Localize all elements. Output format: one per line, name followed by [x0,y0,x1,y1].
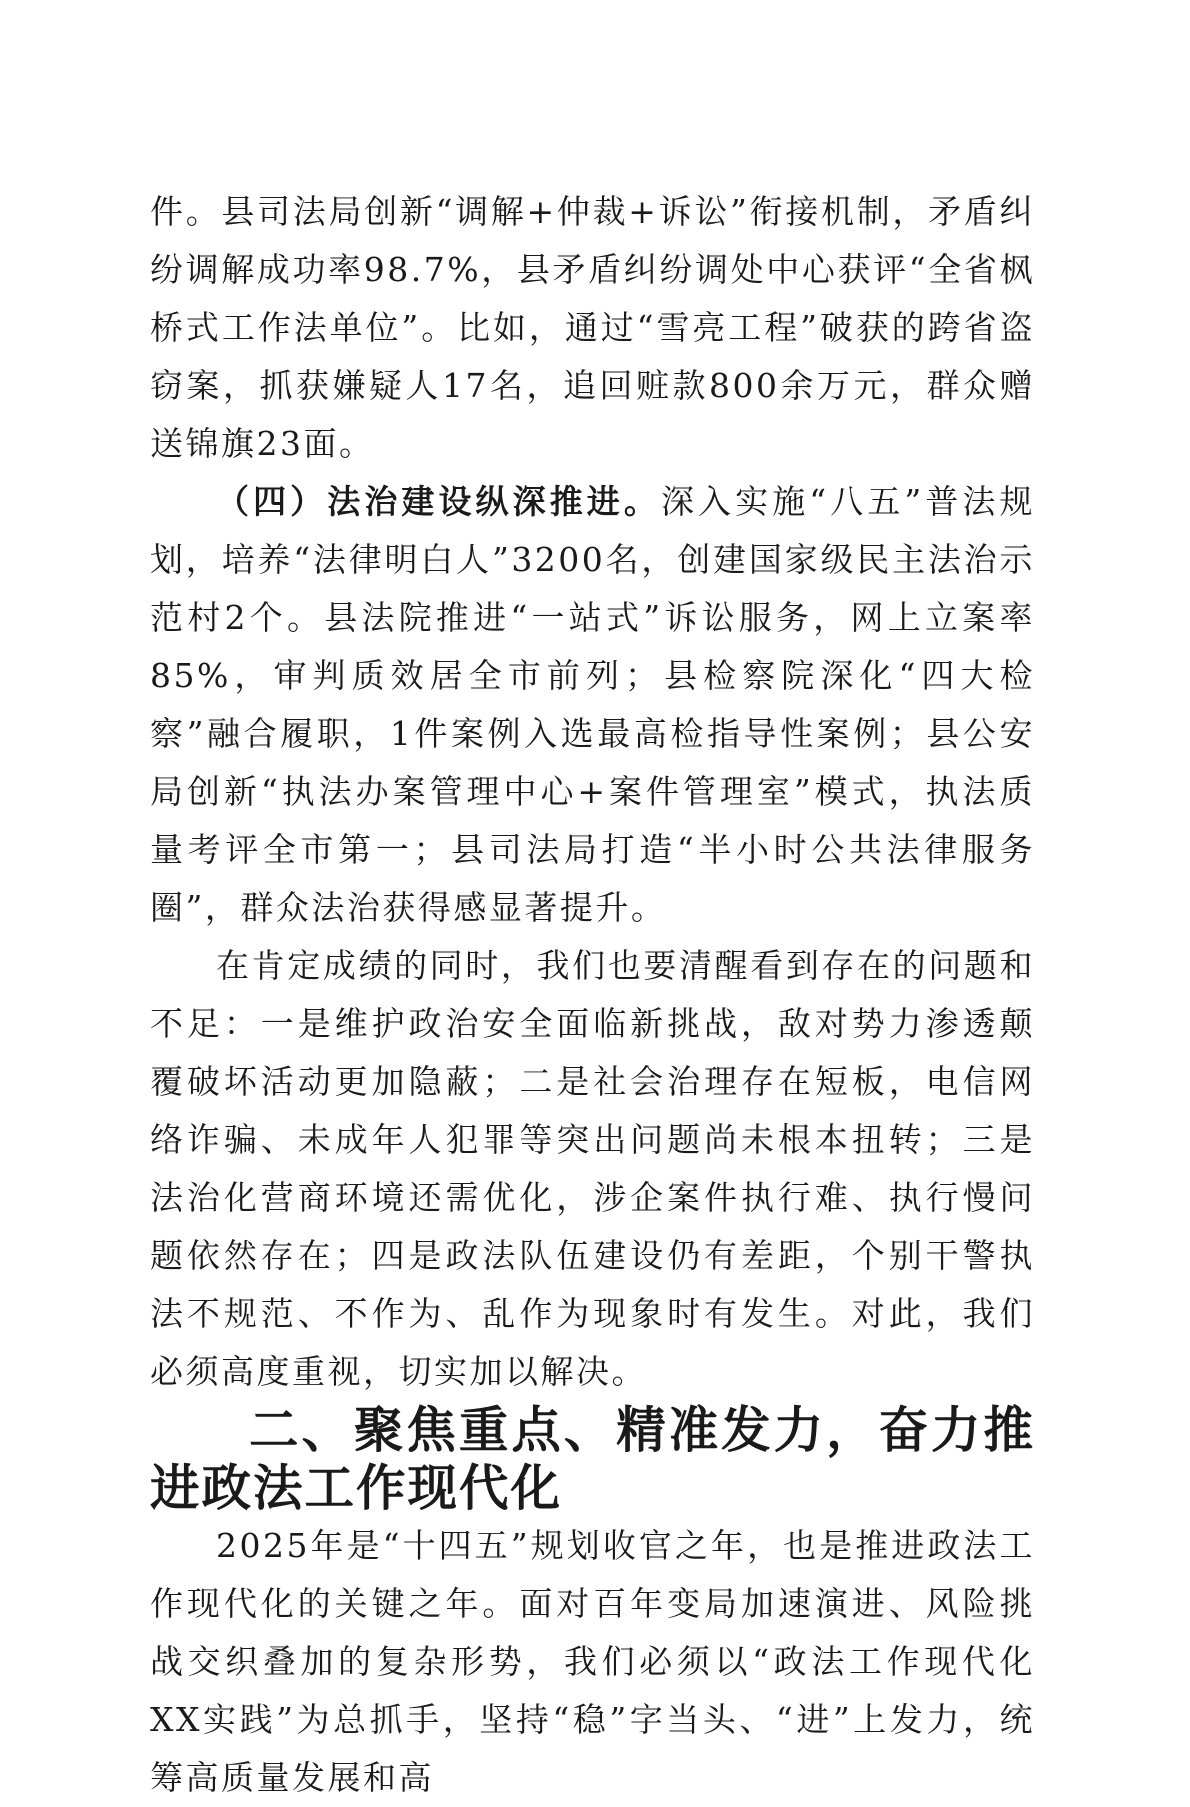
paragraph-problems [150,937,1035,1401]
paragraph-text: 深入实施“八五”普法规划，培养“法律明白人”3200名，创建国家级民主法治示范村2个。县法院推进“一站式”诉讼服务，网上立案率85%，审判质效居全市前列；县检察院深化“四大检察”融合履职，1件案例入选最高检指导性案例；县公安局创新“执法办案管理中心+案件管理室”模式，执法质量考评全市第一；县司法局打造“半小时公共法律服务圈”，群众法治获得感显著提升。 [150,482,1036,927]
paragraph-continuation [150,183,1035,473]
paragraph-lead-heading: （四）法治建设纵深推进。 [216,482,661,521]
paragraph-closing [150,1517,1035,1807]
document-body [150,183,1035,1807]
paragraph-text: 2025年是“十四五”规划收官之年，也是推进政法工作现代化的关键之年。面对百年变局加速演进、风险挑战交织叠加的复杂形势，我们必须以“政法工作现代化XX实践”为总抓手，坚持“稳”字当头、“进”上发力，统筹高质量发展和高 [150,1526,1035,1797]
paragraph-rule-of-law [150,473,1035,937]
paragraph-text: 在肯定成绩的同时，我们也要清醒看到存在的问题和不足：一是维护政治安全面临新挑战，敌对势力渗透颠覆破坏活动更加隐蔽；二是社会治理存在短板，电信网络诈骗、未成年人犯罪等突出问题尚未根本扭转；三是法治化营商环境还需优化，涉企案件执行难、执行慢问题依然存在；四是政法队伍建设仍有差距，个别干警执法不规范、不作为、乱作为现象时有发生。对此，我们必须高度重视，切实加以解决。 [150,946,1035,1391]
paragraph-text: 件。县司法局创新“调解+仲裁+诉讼”衔接机制，矛盾纠纷调解成功率98.7%，县矛盾纠纷调处中心获评“全省枫桥式工作法单位”。比如，通过“雪亮工程”破获的跨省盗窃案，抓获嫌疑人17名，追回赃款800余万元，群众赠送锦旗23面。 [150,192,1035,463]
section-heading: 二、聚焦重点、精准发力，奋力推进政法工作现代化 [150,1401,1035,1517]
